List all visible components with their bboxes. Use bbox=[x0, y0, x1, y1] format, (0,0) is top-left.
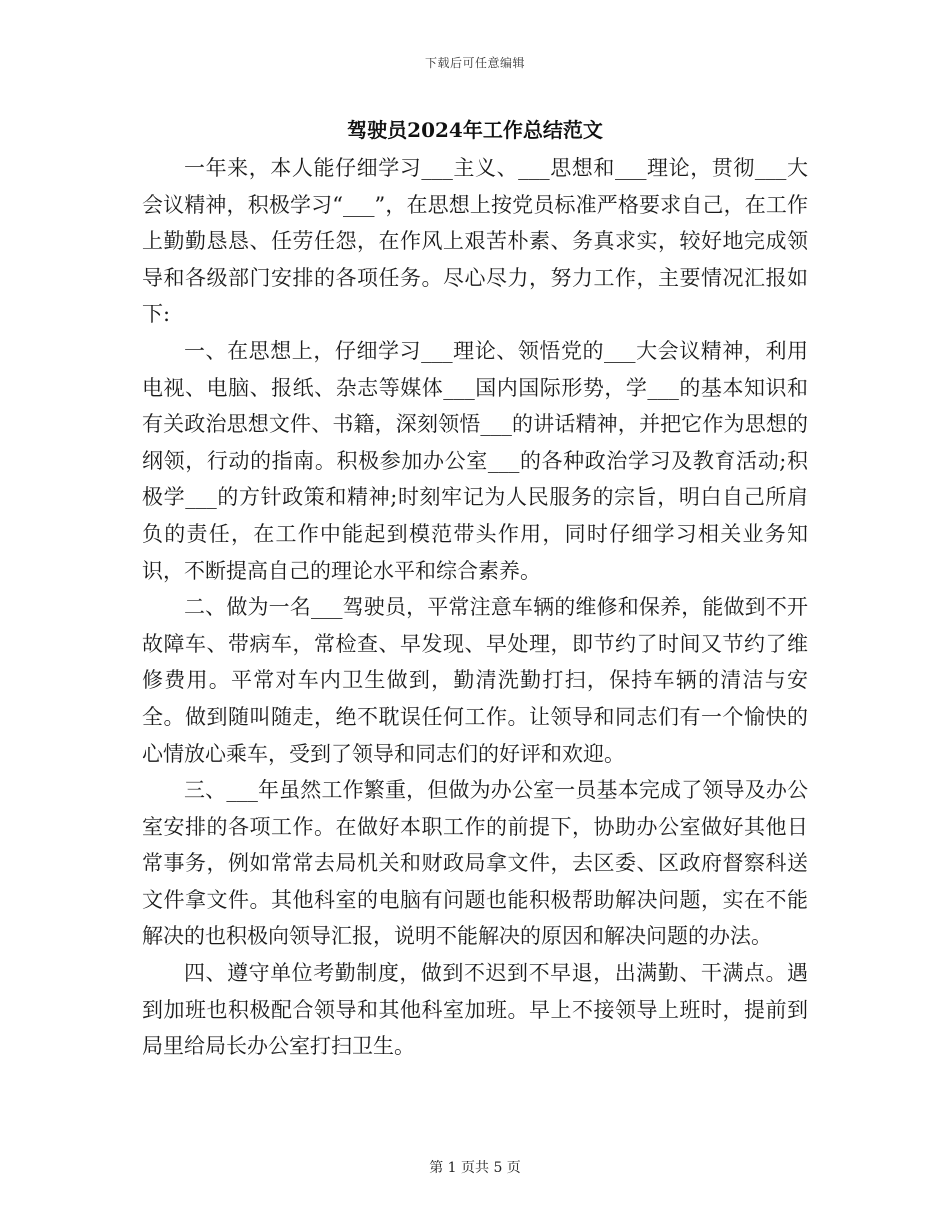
paragraph-section-4: 四、遵守单位考勤制度，做到不迟到不早退，出满勤、干满点。遇到加班也积极配合领导和其他科室加班。早上不接领导上班时，提前到局里给局长办公室打扫卫生。 bbox=[142, 961, 808, 1059]
document-body bbox=[142, 150, 808, 1065]
document-title: 驾驶员2024年工作总结范文 bbox=[347, 118, 603, 142]
paragraph-section-3: 三、___年虽然工作繁重，但做为办公室一员基本完成了领导及办公室安排的各项工作。在做好本职工作的前提下，协助办公室做好其他日常事务，例如常常去局机关和财政局拿文件，去区委、区政府督察科送文件拿文件。其他科室的电脑有问题也能积极帮助解决问题，实在不能解决的也积极向领导汇报，说明不能解决的原因和解决问题的办法。 bbox=[142, 778, 808, 949]
paragraph-section-2: 二、做为一名___驾驶员，平常注意车辆的维修和保养，能做到不开故障车、带病车，常检查、早发现、早处理，即节约了时间又节约了维修费用。平常对车内卫生做到，勤清洗勤打扫，保持车辆的清洁与安全。做到随叫随走，绝不耽误任何工作。让领导和同志们有一个愉快的心情放心乘车，受到了领导和同志们的好评和欢迎。 bbox=[142, 595, 808, 766]
page-header-note: 下载后可任意编辑 bbox=[424, 56, 525, 70]
paragraph-intro: 一年来，本人能仔细学习___主义、___思想和___理论，贯彻___大会议精神，积极学习“___”，在思想上按党员标准严格要求自己，在工作上勤勤恳恳、任劳任怨，在作风上艰苦朴素、务真求实，较好地完成领导和各级部门安排的各项任务。尽心尽力，努力工作，主要情况汇报如下: bbox=[142, 156, 808, 327]
page-number-indicator: 第 1 页共 5 页 bbox=[429, 1160, 521, 1176]
paragraph-section-1: 一、在思想上，仔细学习___理论、领悟党的___大会议精神，利用电视、电脑、报纸、杂志等媒体___国内国际形势，学___的基本知识和有关政治思想文件、书籍，深刻领悟___的讲话精神，并把它作为思想的纲领，行动的指南。积极参加办公室___的各种政治学习及教育活动;积极学___的方针政策和精神;时刻牢记为人民服务的宗旨，明白自己所肩负的责任，在工作中能起到模范带头作用，同时仔细学习相关业务知识，不断提高自己的理论水平和综合素养。 bbox=[142, 338, 808, 583]
